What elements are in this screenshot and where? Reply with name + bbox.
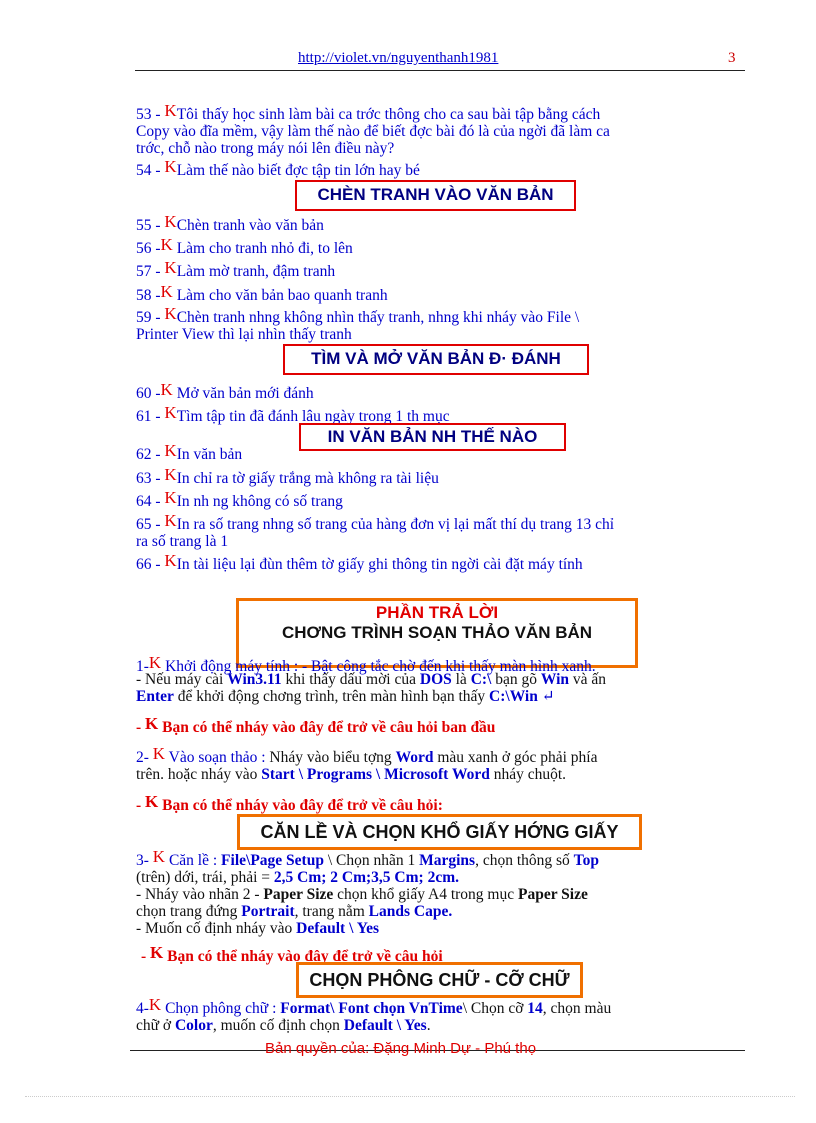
section-tim-mo[interactable]: TÌM VÀ MỞ VĂN BẢN Đ· ĐÁNH xyxy=(283,344,589,375)
section-chon-phong[interactable]: CHỌN PHÔNG CHỮ - CỠ CHỮ xyxy=(296,962,583,998)
question-56: 56 -K Làm cho tranh nhỏ đi, to lên xyxy=(136,235,353,257)
answer-heading: PHẦN TRẢ LỜI xyxy=(375,603,499,622)
k-marker: K xyxy=(164,101,177,120)
answer-1-detail: - Nếu máy cài Win3.11 khi thấy dấu mời của DOS là C:\ bạn gõ Win và ấn Enter để khởi động chơng trình, trên màn hình bạn thấy C:\Win ↵ xyxy=(136,671,607,705)
header-rule xyxy=(135,70,745,71)
section-in-van-ban[interactable]: IN VĂN BẢN NH THẾ NÀO xyxy=(299,423,566,451)
section-can-le[interactable]: CĂN LỀ VÀ CHỌN KHỔ GIẤY HỚNG GIẤY xyxy=(237,814,642,850)
question-59: 59 - KChèn tranh nhng không nhìn thấy tranh, nhng khi nháy vào File \ Printer View thì lại nhìn thấy tranh xyxy=(136,304,580,343)
question-66: 66 - KIn tài liệu lại đùn thêm tờ giấy ghi thông tin ngời cài đặt máy tính xyxy=(136,551,583,573)
page-edge xyxy=(25,1096,795,1097)
question-60: 60 -K Mở văn bản mới đánh xyxy=(136,380,314,402)
back-link-1[interactable]: - K Bạn có thể nháy vào đây để trở về câu hỏi ban đầu xyxy=(136,714,496,736)
question-65: 65 - KIn ra số trang nhng số trang của hàng đơn vị lại mất thí dụ trang 13 chỉ ra số trang là 1 xyxy=(136,511,615,550)
answer-3: 3- K Căn lề : File\Page Setup \ Chọn nhãn 1 Margins, chọn thông số Top (trên) dới, trái, phải = 2,5 Cm; 2 Cm;3,5 Cm; 2cm. - Nháy vào nhãn 2 - Paper Size chọn khổ giấy A4 trong mục Paper Size chọn trang đứng Portrait, trang nằm Lands Cape. - Muốn cố định nháy vào Default \ Yes xyxy=(136,847,599,937)
question-57: 57 - KLàm mờ tranh, đậm tranh xyxy=(136,258,336,280)
header-url-link[interactable]: http://violet.vn/nguyenthanh1981 xyxy=(298,50,499,66)
program-heading: CHƠNG TRÌNH SOẠN THẢO VĂN BẢN xyxy=(281,623,593,642)
question-61: 61 - KTìm tập tin đã đánh lâu ngày trong 1 th mục xyxy=(136,403,450,425)
page-number: 3 xyxy=(728,50,736,66)
question-54: 54 - KLàm thế nào biết đợc tập tin lớn hay bé xyxy=(136,157,420,179)
footer-copyright: Bản quyền của: Đặng Minh Dự - Phú thọ xyxy=(265,1040,537,1057)
back-link-2[interactable]: - K Bạn có thể nháy vào đây để trở về câu hỏi: xyxy=(136,792,443,814)
question-64: 64 - KIn nh ng không có số trang xyxy=(136,488,343,510)
back-link-3[interactable]: - K Bạn có thể nháy vào đây để trở về câu hỏi xyxy=(141,943,443,965)
answer-2: 2- K Vào soạn thảo : Nháy vào biểu tợng Word màu xanh ở góc phải phía trên. hoặc nháy vào Start \ Programs \ Microsoft Word nháy chuột. xyxy=(136,744,598,783)
answer-4: 4-K Chọn phông chữ : Format\ Font chọn VnTime\ Chọn cỡ 14, chọn màu chữ ở Color, muốn cố định chọn Default \ Yes. xyxy=(136,995,612,1034)
question-58: 58 -K Làm cho văn bản bao quanh tranh xyxy=(136,282,388,304)
question-63: 63 - KIn chỉ ra tờ giấy trắng mà không ra tài liệu xyxy=(136,465,439,487)
answer-1: 1-K Khởi động máy tính : - Bật công tắc chờ đến khi thấy màn hình xanh. xyxy=(136,653,596,675)
question-53: 53 - KTôi thấy học sinh làm bài ca trớc thông cho ca sau bài tập bằng cách Copy vào đĩa mềm, vậy làm thế nào để biết đợc bài đó là của ngời đã làm ca trớc, chỗ nào trong máy nói lên điều này? xyxy=(136,101,610,157)
question-55: 55 - KChèn tranh vào văn bản xyxy=(136,212,324,234)
section-chen-tranh[interactable]: CHÈN TRANH VÀO VĂN BẢN xyxy=(295,180,576,211)
question-62: 62 - KIn văn bản xyxy=(136,441,243,463)
